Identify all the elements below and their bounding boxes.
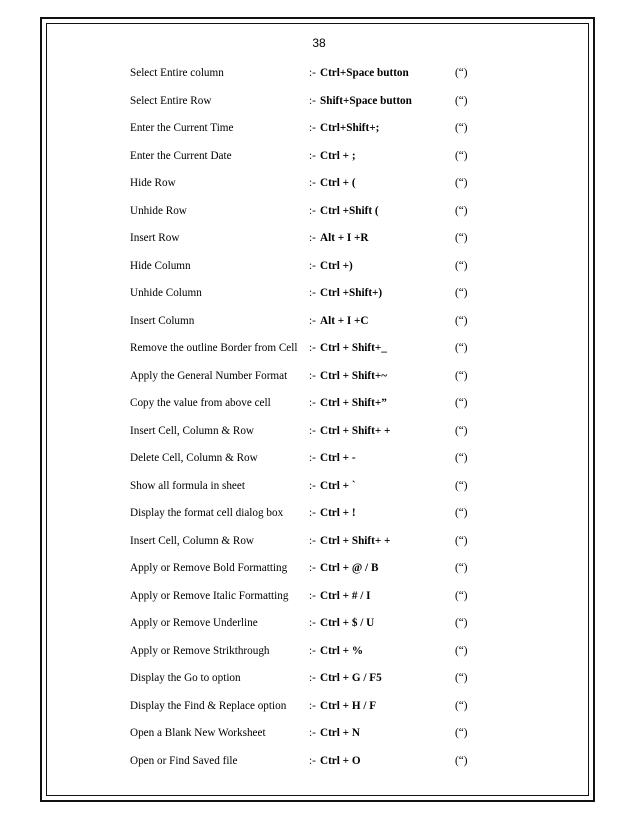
shortcut-row — [0, 65, 638, 81]
shortcut-separator: :- — [309, 699, 316, 712]
shortcut-keys: Ctrl + G / F5 — [320, 672, 382, 684]
shortcut-mark: (“) — [455, 342, 468, 354]
shortcut-keys: Ctrl+Shift+; — [320, 122, 380, 134]
shortcut-action: Apply or Remove Strikthrough — [130, 644, 270, 657]
shortcut-mark: (“) — [455, 287, 468, 299]
shortcut-row — [0, 258, 638, 274]
shortcut-action: Apply or Remove Bold Formatting — [130, 562, 288, 574]
shortcut-row — [0, 120, 638, 136]
shortcut-mark: (“) — [455, 617, 468, 629]
shortcut-mark: (“) — [455, 727, 468, 739]
shortcut-keys: Ctrl + Shift+ + — [320, 424, 391, 437]
shortcut-mark: (“) — [455, 204, 468, 217]
shortcut-action: Remove the outline Border from Cell — [130, 342, 298, 354]
shortcut-separator: :- — [309, 342, 316, 354]
shortcut-keys: Ctrl +) — [320, 259, 353, 272]
shortcut-row — [0, 670, 638, 686]
shortcut-row — [0, 615, 638, 631]
shortcut-separator: :- — [309, 562, 316, 574]
shortcut-separator: :- — [309, 259, 316, 272]
shortcut-action: Apply or Remove Underline — [130, 617, 258, 629]
shortcut-mark: (“) — [455, 479, 468, 492]
shortcut-separator: :- — [309, 452, 316, 464]
shortcut-separator: :- — [309, 397, 316, 409]
shortcut-keys: Ctrl + @ / B — [320, 562, 379, 574]
shortcut-row — [0, 588, 638, 604]
shortcut-action: Copy the value from above cell — [130, 397, 271, 409]
shortcut-action: Apply or Remove Italic Formatting — [130, 589, 289, 602]
shortcut-mark: (“) — [455, 452, 468, 464]
shortcut-action: Insert Row — [130, 232, 180, 244]
shortcut-mark: (“) — [455, 589, 468, 602]
shortcut-action: Display the format cell dialog box — [130, 507, 284, 519]
shortcut-keys: Ctrl + ! — [320, 507, 356, 519]
shortcut-separator: :- — [309, 314, 316, 327]
shortcut-keys: Ctrl + N — [320, 727, 360, 739]
shortcut-separator: :- — [309, 617, 316, 629]
page-number: 38 — [312, 36, 326, 50]
shortcut-mark: (“) — [455, 232, 468, 244]
shortcut-row — [0, 175, 638, 191]
shortcut-keys: Ctrl + - — [320, 452, 356, 464]
shortcut-mark: (“) — [455, 507, 468, 519]
shortcut-mark: (“) — [455, 562, 468, 574]
shortcut-separator: :- — [309, 232, 316, 244]
shortcut-mark: (“) — [455, 534, 468, 547]
shortcut-separator: :- — [309, 507, 316, 519]
shortcut-mark: (“) — [455, 699, 468, 712]
shortcut-row — [0, 313, 638, 329]
shortcut-action: Enter the Current Date — [130, 149, 232, 162]
shortcut-keys: Alt + I +R — [320, 232, 369, 244]
shortcut-separator: :- — [309, 67, 316, 79]
shortcut-separator: :- — [309, 149, 316, 162]
shortcut-mark: (“) — [455, 67, 468, 79]
shortcut-mark: (“) — [455, 424, 468, 437]
shortcut-separator: :- — [309, 122, 316, 134]
shortcut-keys: Ctrl + Shift+ + — [320, 534, 391, 547]
shortcut-separator: :- — [309, 754, 316, 767]
shortcut-row — [0, 505, 638, 521]
shortcut-mark: (“) — [455, 259, 468, 272]
shortcut-row — [0, 560, 638, 576]
shortcut-row — [0, 93, 638, 109]
shortcut-separator: :- — [309, 424, 316, 437]
shortcut-action: Unhide Row — [130, 204, 187, 217]
shortcut-keys: Ctrl + Shift+_ — [320, 342, 387, 354]
shortcut-mark: (“) — [455, 94, 468, 107]
shortcut-action: Insert Cell, Column & Row — [130, 534, 254, 547]
shortcut-action: Select Entire Row — [130, 94, 212, 107]
shortcut-action: Apply the General Number Format — [130, 369, 288, 382]
shortcut-separator: :- — [309, 369, 316, 382]
shortcut-keys: Ctrl + ; — [320, 149, 356, 162]
shortcut-keys: Ctrl + $ / U — [320, 617, 375, 629]
shortcut-action: Open a Blank New Worksheet — [130, 727, 266, 739]
shortcut-row — [0, 450, 638, 466]
shortcut-action: Enter the Current Time — [130, 122, 234, 134]
shortcut-action: Insert Cell, Column & Row — [130, 424, 254, 437]
shortcut-action: Delete Cell, Column & Row — [130, 452, 258, 464]
shortcut-separator: :- — [309, 644, 316, 657]
shortcut-row — [0, 203, 638, 219]
shortcut-keys: Ctrl + Shift+~ — [320, 369, 388, 382]
shortcut-keys: Ctrl + # / I — [320, 589, 371, 602]
shortcut-mark: (“) — [455, 177, 468, 189]
shortcut-separator: :- — [309, 287, 316, 299]
shortcut-row — [0, 533, 638, 549]
shortcut-row — [0, 395, 638, 411]
shortcut-action: Show all formula in sheet — [130, 479, 245, 492]
shortcut-row — [0, 285, 638, 301]
shortcut-row — [0, 698, 638, 714]
shortcut-keys: Shift+Space button — [320, 94, 412, 107]
shortcut-keys: Ctrl +Shift ( — [320, 204, 379, 217]
shortcut-keys: Ctrl + ( — [320, 177, 356, 189]
shortcut-keys: Ctrl + Shift+” — [320, 397, 387, 409]
shortcut-separator: :- — [309, 177, 316, 189]
shortcut-action: Hide Column — [130, 259, 191, 272]
shortcut-row — [0, 423, 638, 439]
shortcut-action: Unhide Column — [130, 287, 202, 299]
shortcut-keys: Ctrl + H / F — [320, 699, 377, 712]
shortcut-row — [0, 643, 638, 659]
shortcut-mark: (“) — [455, 122, 468, 134]
shortcut-keys: Ctrl + % — [320, 644, 364, 657]
shortcut-action: Display the Go to option — [130, 672, 241, 684]
shortcut-action: Insert Column — [130, 314, 195, 327]
shortcut-separator: :- — [309, 727, 316, 739]
shortcut-action: Display the Find & Replace option — [130, 699, 287, 712]
shortcut-separator: :- — [309, 534, 316, 547]
shortcut-keys: Ctrl +Shift+) — [320, 287, 383, 299]
shortcut-mark: (“) — [455, 149, 468, 162]
shortcut-action: Open or Find Saved file — [130, 754, 238, 767]
shortcut-separator: :- — [309, 94, 316, 107]
shortcut-action: Hide Row — [130, 177, 176, 189]
shortcut-keys: Ctrl + ` — [320, 479, 356, 492]
shortcut-keys: Alt + I +C — [320, 314, 369, 327]
shortcut-mark: (“) — [455, 397, 468, 409]
shortcut-keys: Ctrl + O — [320, 754, 361, 767]
shortcut-row — [0, 725, 638, 741]
shortcut-row — [0, 230, 638, 246]
shortcut-mark: (“) — [455, 644, 468, 657]
shortcut-row — [0, 478, 638, 494]
shortcut-mark: (“) — [455, 314, 468, 327]
shortcut-mark: (“) — [455, 672, 468, 684]
shortcut-row — [0, 753, 638, 769]
shortcut-row — [0, 148, 638, 164]
shortcut-mark: (“) — [455, 369, 468, 382]
shortcut-separator: :- — [309, 672, 316, 684]
shortcut-separator: :- — [309, 479, 316, 492]
shortcut-row — [0, 368, 638, 384]
shortcut-separator: :- — [309, 589, 316, 602]
shortcut-mark: (“) — [455, 754, 468, 767]
shortcut-keys: Ctrl+Space button — [320, 67, 409, 79]
shortcut-row — [0, 340, 638, 356]
shortcut-action: Select Entire column — [130, 67, 224, 79]
shortcut-separator: :- — [309, 204, 316, 217]
